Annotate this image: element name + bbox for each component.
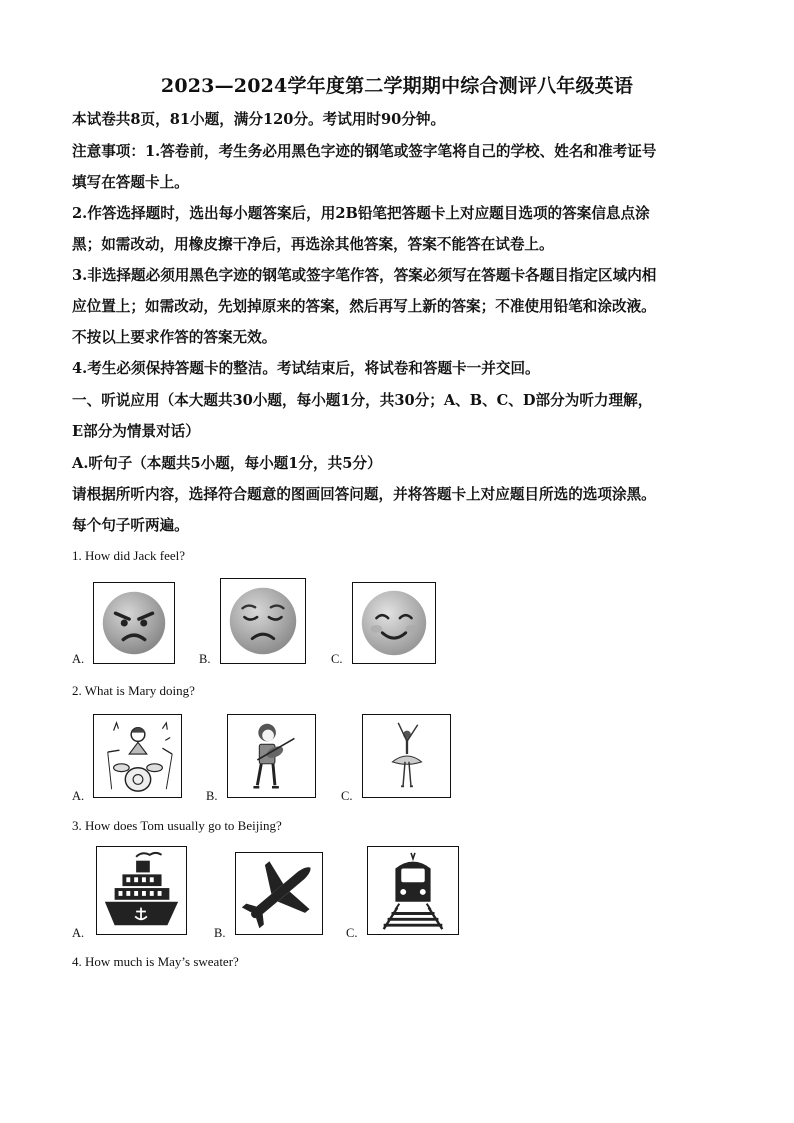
option-c-picture[interactable] xyxy=(367,846,459,935)
sad-face-icon xyxy=(221,579,305,663)
option-b-picture[interactable] xyxy=(235,852,323,935)
question-2: 2. What is Mary doing? xyxy=(72,683,195,698)
option-a-picture[interactable] xyxy=(96,846,187,935)
option-b-picture[interactable] xyxy=(227,714,316,798)
intro-line: 注意事项：1.答卷前，考生务必用黑色字迹的钢笔或签字笔将自己的学校、姓名和准考证号 xyxy=(72,143,657,160)
question-3: 3. How does Tom usually go to Beijing? xyxy=(72,818,282,833)
intro-line: 黑；如需改动，用橡皮擦干净后，再选涂其他答案，答案不能答在试卷上。 xyxy=(72,236,554,253)
option-a-label: A. xyxy=(72,789,85,803)
page-title: 2023—2024学年度第二学期期中综合测评八年级英语 xyxy=(160,75,634,97)
part-a-heading: A.听句子（本题共5小题，每小题1分，共5分） xyxy=(72,455,382,472)
intro-line: 填写在答题卡上。 xyxy=(72,174,189,191)
ship-icon xyxy=(97,847,186,934)
section-heading: 一、听说应用（本大题共30小题，每小题1分，共30分；A、B、C、D部分为听力理解， xyxy=(72,392,653,409)
question-1: 1. How did Jack feel? xyxy=(72,548,185,563)
instruction-line: 每个句子听两遍。 xyxy=(72,517,189,534)
option-b-picture[interactable] xyxy=(220,578,306,664)
question-4: 4. How much is May’s sweater? xyxy=(72,954,239,969)
angry-face-icon xyxy=(94,583,174,663)
intro-line: 3.非选择题必须用黑色字迹的钢笔或签字笔作答，答案必须写在答题卡各题目指定区域内相 xyxy=(72,267,657,284)
option-c-picture[interactable] xyxy=(362,714,451,798)
option-a-picture[interactable] xyxy=(93,582,175,664)
intro-line: 应位置上；如需改动，先划掉原来的答案，然后再写上新的答案；不准使用铅笔和涂改液。 xyxy=(72,298,656,315)
option-b-label: B. xyxy=(214,926,226,940)
train-icon xyxy=(368,847,458,934)
airplane-icon xyxy=(236,853,322,934)
option-c-label: C. xyxy=(341,789,353,803)
intro-line: 4.考生必须保持答题卡的整洁。考试结束后，将试卷和答题卡一并交回。 xyxy=(72,360,540,377)
intro-line: 不按以上要求作答的答案无效。 xyxy=(72,329,277,346)
section-heading: E部分为情景对话） xyxy=(72,423,200,440)
drummer-icon xyxy=(94,715,181,797)
option-a-label: A. xyxy=(72,926,85,940)
option-b-label: B. xyxy=(199,652,211,666)
option-a-label: A. xyxy=(72,652,85,666)
intro-line: 2.作答选择题时，选出每小题答案后，用2B铅笔把答题卡上对应题目选项的答案信息点涂 xyxy=(72,205,650,222)
option-c-picture[interactable] xyxy=(352,582,436,664)
option-b-label: B. xyxy=(206,789,218,803)
smiling-face-icon xyxy=(353,583,435,663)
option-c-label: C. xyxy=(346,926,358,940)
option-c-label: C. xyxy=(331,652,343,666)
ballet-dancer-icon xyxy=(363,715,450,797)
violinist-icon xyxy=(228,715,315,797)
intro-line: 本试卷共8页，81小题，满分120分。考试用时90分钟。 xyxy=(72,111,446,128)
option-a-picture[interactable] xyxy=(93,714,182,798)
instruction-line: 请根据所听内容，选择符合题意的图画回答问题，并将答题卡上对应题目所选的选项涂黑。 xyxy=(72,486,656,503)
